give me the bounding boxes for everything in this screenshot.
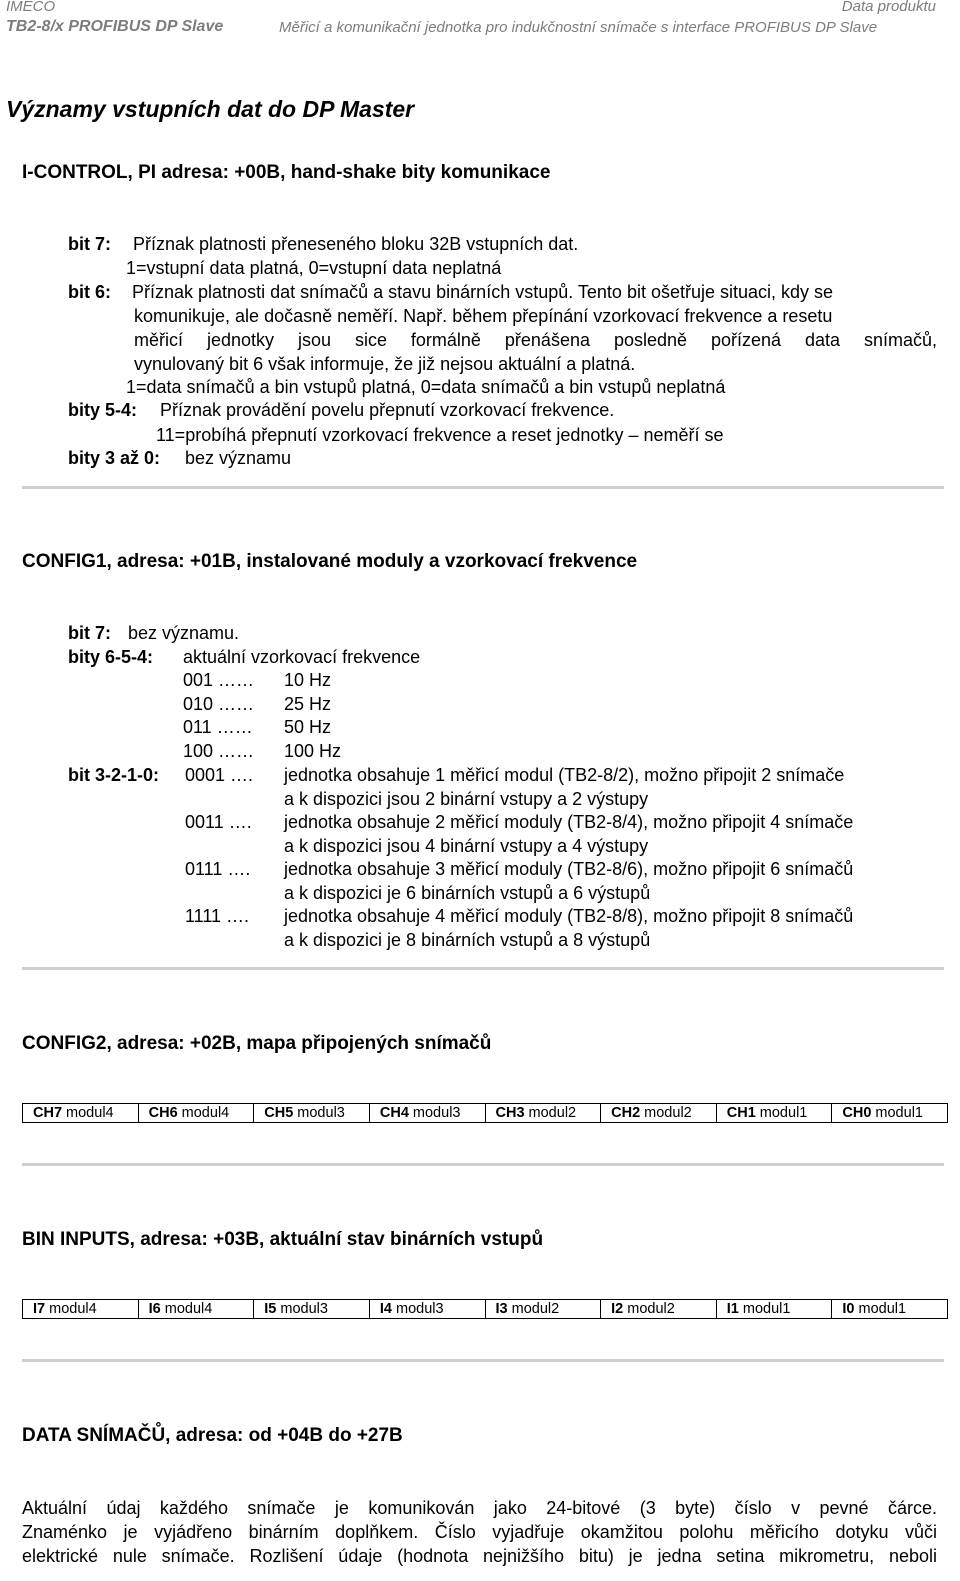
icontrol-bit6-line2 <box>134 305 832 329</box>
icontrol-bit6-napr: Např. <box>403 306 448 326</box>
config2-cell: CH1 modul1 <box>717 1104 833 1122</box>
freq-value: 100 Hz <box>284 741 342 761</box>
freq-code: 001 …… <box>183 670 255 690</box>
config2-cell: CH6 modul4 <box>139 1104 255 1122</box>
bin-inputs-heading: BIN INPUTS, adresa: +03B, aktuální stav binárních vstupů <box>22 1229 544 1250</box>
freq-code: 011 …… <box>183 717 253 737</box>
freq-code: 010 …… <box>183 694 255 714</box>
config2-cell: CH5 modul3 <box>254 1104 370 1122</box>
bin-input-cell: I5 modul3 <box>254 1300 370 1318</box>
module-code: 1111 …. <box>185 906 250 926</box>
doc-type: Data produktu <box>841 0 936 15</box>
icontrol-bit6-line2b: během přepínání vzorkovací frekvence a resetu <box>452 306 833 326</box>
bin-input-cell: I6 modul4 <box>139 1300 255 1318</box>
icontrol-bit7-label: bit 7: <box>68 234 111 254</box>
bin-input-cell: I2 modul2 <box>601 1300 717 1318</box>
module-line1: jednotka obsahuje 1 měřicí modul (TB2-8/2), možno připojit 2 snímače <box>284 765 845 785</box>
module-line1: jednotka obsahuje 2 měřicí moduly (TB2-8/4), možno připojit 4 snímače <box>284 812 854 832</box>
bin-input-cell: I0 modul1 <box>842 1301 907 1317</box>
module-line2: a k dispozici je 6 binárních vstupů a 6 výstupů <box>284 883 651 903</box>
config2-cell: CH3 modul2 <box>486 1104 602 1122</box>
bin-input-cell: I7 modul4 <box>23 1300 139 1318</box>
module-line2: a k dispozici jsou 4 binární vstupy a 4 výstupy <box>284 836 649 856</box>
data-snimacu-line3: elektrické nule snímače. Rozlišení údaje (hodnota nejnižšího bitu) je jedna setina mikrometru, neboli <box>22 1546 937 1566</box>
module-line1: jednotka obsahuje 4 měřicí moduly (TB2-8/8), možno připojit 8 snímačů <box>284 906 854 926</box>
company-name: IMECO <box>6 0 56 15</box>
module-code: 0111 …. <box>185 859 251 879</box>
bin-input-cell: I4 modul3 <box>370 1300 486 1318</box>
icontrol-bit54-values: 11=probíhá přepnutí vzorkovací frekvence a reset jednotky – neměří se <box>156 425 724 445</box>
icontrol-bit6-line4: vynulovaný bit 6 však informuje, že již nejsou aktuální a platná. <box>134 354 636 374</box>
section-divider <box>22 486 944 489</box>
module-line2: a k dispozici je 8 binárních vstupů a 8 výstupů <box>284 930 651 950</box>
config1-bit654-text: aktuální vzorkovací frekvence <box>183 647 421 667</box>
config1-heading: CONFIG1, adresa: +01B, instalované moduly a vzorkovací frekvence <box>22 551 638 572</box>
module-code: 0011 …. <box>185 812 252 832</box>
freq-value: 50 Hz <box>284 717 332 737</box>
section-divider <box>22 1359 944 1362</box>
module-line1: jednotka obsahuje 3 měřicí moduly (TB2-8/6), možno připojit 6 snímačů <box>284 859 854 879</box>
config2-cell: CH2 modul2 <box>601 1104 717 1122</box>
config1-bit3210-label: bit 3-2-1-0: <box>68 765 160 785</box>
config1-bit7-label: bit 7: <box>68 623 111 643</box>
section-divider <box>22 967 944 970</box>
data-snimacu-line2: Znaménko je vyjádřeno binárním doplňkem. Číslo vyjadřuje okamžitou polohu měřicího dotyku vůči <box>22 1522 937 1542</box>
icontrol-bit6-values: 1=data snímačů a bin vstupů platná, 0=data snímačů a bin vstupů neplatná <box>126 377 726 397</box>
data-snimacu-line1: Aktuální údaj každého snímače je komunikován jako 24-bitové (3 byte) číslo v pevné čárce. <box>22 1498 937 1518</box>
config1-bit654-label: bity 6-5-4: <box>68 647 154 667</box>
icontrol-bit6-line2a: komunikuje, ale dočasně neměří. <box>134 306 399 326</box>
config2-cell: CH7 modul4 <box>23 1104 139 1122</box>
freq-value: 25 Hz <box>284 694 332 714</box>
icontrol-bit30-text: bez významu <box>185 448 292 468</box>
config2-bit-map <box>22 1103 948 1123</box>
page-title: Významy vstupních dat do DP Master <box>6 96 415 122</box>
icontrol-bit6-line3: měřicí jednotky jsou sice formálně přenášena posledně pořízená data snímačů, <box>134 330 937 350</box>
module-code: 0001 …. <box>185 765 254 785</box>
config2-cell: CH4 modul3 <box>370 1104 486 1122</box>
icontrol-bit7-text: Příznak platnosti přeneseného bloku 32B vstupních dat. <box>133 234 579 254</box>
product-description: Měřicí a komunikační jednotka pro indukčnostní snímače s interface PROFIBUS DP Slave <box>279 19 878 36</box>
bin-input-cell: I1 modul1 <box>717 1300 833 1318</box>
config1-bit7-text: bez významu. <box>128 623 240 643</box>
icontrol-bit6-line1: Příznak platnosti dat snímačů a stavu binárních vstupů. Tento bit ošetřuje situaci, kdy se <box>132 282 834 302</box>
icontrol-bit54-label: bity 5-4: <box>68 400 138 420</box>
icontrol-bit30-label: bity 3 až 0: <box>68 448 161 468</box>
bin-input-cell: I3 modul2 <box>486 1300 602 1318</box>
freq-value: 10 Hz <box>284 670 332 690</box>
data-snimacu-heading: DATA SNÍMAČŮ, adresa: od +04B do +27B <box>22 1425 403 1446</box>
icontrol-heading: I-CONTROL, PI adresa: +00B, hand-shake bity komunikace <box>22 162 551 183</box>
icontrol-bit7-values: 1=vstupní data platná, 0=vstupní data neplatná <box>126 258 502 278</box>
bin-inputs-bit-map <box>22 1299 948 1319</box>
icontrol-bit6-label: bit 6: <box>68 282 111 302</box>
config2-cell: CH0 modul1 <box>842 1105 923 1121</box>
freq-code: 100 …… <box>183 741 255 761</box>
section-divider <box>22 1163 944 1166</box>
icontrol-bit54-text: Příznak provádění povelu přepnutí vzorkovací frekvence. <box>160 400 615 420</box>
module-line2: a k dispozici jsou 2 binární vstupy a 2 výstupy <box>284 789 649 809</box>
config2-heading: CONFIG2, adresa: +02B, mapa připojených snímačů <box>22 1033 492 1054</box>
product-name: TB2-8/x PROFIBUS DP Slave <box>6 18 224 35</box>
